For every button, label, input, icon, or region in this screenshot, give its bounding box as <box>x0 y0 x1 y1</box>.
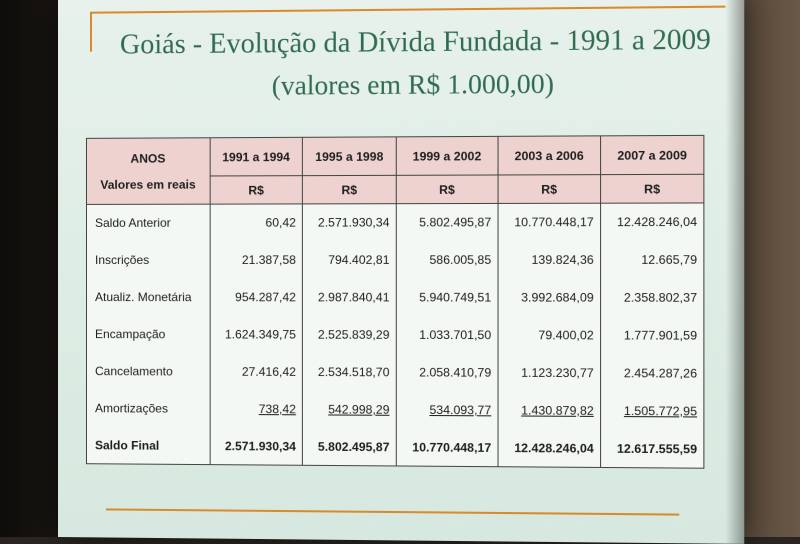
cell-value: 794.402,81 <box>303 241 397 278</box>
cell-value: 5.802.495,87 <box>396 203 498 241</box>
cell-value: 1.033.701,50 <box>396 316 498 354</box>
cell-value: 1.123.230,77 <box>498 354 601 392</box>
cell-value: 1.430.879,82 <box>521 403 594 418</box>
cell-value-cell <box>303 391 397 429</box>
row-label: Encampação <box>86 316 209 353</box>
row-label: Saldo Anterior <box>86 204 209 241</box>
table-row <box>86 353 703 393</box>
cell-value: 2.058.410,79 <box>396 354 498 392</box>
bottom-rule <box>106 508 679 515</box>
cell-value: 10.770.448,17 <box>396 428 498 466</box>
title-rule-vertical <box>90 12 92 52</box>
header-currency: R$ <box>210 176 303 204</box>
cell-value: 5.802.495,87 <box>303 428 397 466</box>
cell-value: 2.571.930,34 <box>303 204 397 242</box>
cell-value: 2.358.802,37 <box>601 279 704 317</box>
cell-value: 10.770.448,17 <box>498 203 601 241</box>
table-row <box>86 279 703 317</box>
header-period: 1995 a 1998 <box>303 137 397 176</box>
row-label: Saldo Final <box>86 427 209 465</box>
cell-value: 1.624.349,75 <box>210 316 303 354</box>
title-rule <box>90 6 725 14</box>
cell-value: 3.992.684,09 <box>498 279 601 317</box>
cell-value: 2.534.518,70 <box>303 353 397 391</box>
row-label: Atualiz. Monetária <box>86 279 209 316</box>
cell-value-cell <box>601 392 704 430</box>
header-currency: R$ <box>498 175 601 204</box>
cell-value: 586.005,85 <box>396 241 498 279</box>
table-row <box>86 241 703 279</box>
header-valores: Valores em reais <box>100 177 196 192</box>
cell-value-cell <box>396 391 498 429</box>
cell-value: 1.505.772,95 <box>623 403 698 419</box>
cell-value: 12.428.246,04 <box>498 429 601 467</box>
header-period: 2007 a 2009 <box>601 135 704 174</box>
cell-value: 738,42 <box>258 401 296 417</box>
screen-shadow <box>725 0 744 544</box>
row-label: Amortizações <box>86 390 209 428</box>
cell-value: 2.571.930,34 <box>210 427 303 465</box>
projection-screen <box>58 0 744 544</box>
header-currency: R$ <box>601 174 704 203</box>
header-currency: R$ <box>396 175 498 204</box>
table-row-total <box>86 427 703 469</box>
cell-value-cell <box>498 391 601 429</box>
row-label: Cancelamento <box>86 353 209 391</box>
table-row <box>86 203 703 242</box>
cell-value: 79.400,02 <box>498 316 601 354</box>
debt-table <box>86 135 704 469</box>
table-row <box>86 316 703 355</box>
cell-value: 534.093,77 <box>429 402 492 418</box>
slide-title: Goiás - Evolução da Dívida Fundada - 1991 a 2009 <box>119 24 711 61</box>
header-currency: R$ <box>303 175 397 204</box>
header-anos: ANOS <box>130 151 166 166</box>
header-period: 2003 a 2006 <box>498 136 601 175</box>
header-period: 1991 a 1994 <box>210 137 303 176</box>
cell-value-cell <box>210 390 303 428</box>
cell-value: 27.416,42 <box>210 353 303 391</box>
row-label: Inscrições <box>86 241 209 278</box>
cell-value: 2.525.839,29 <box>303 316 397 354</box>
cell-value: 12.428.246,04 <box>601 203 704 241</box>
header-period: 1999 a 2002 <box>396 136 498 175</box>
cell-value: 139.824,36 <box>498 241 601 279</box>
cell-value: 542.998,29 <box>328 402 390 417</box>
cell-value: 1.777.901,59 <box>601 316 704 354</box>
cell-value: 5.940.749,51 <box>396 279 498 317</box>
slide-subtitle: (valores em R$ 1.000,00) <box>271 68 554 101</box>
cell-value: 954.287,42 <box>210 279 303 316</box>
cell-value: 12.665,79 <box>601 241 704 279</box>
cell-value: 60,42 <box>210 204 303 241</box>
cell-value: 2.987.840,41 <box>303 279 397 317</box>
cell-value: 21.387,58 <box>210 241 303 278</box>
cell-value: 12.617.555,59 <box>601 430 704 469</box>
table-row <box>86 390 703 431</box>
cell-value: 2.454.287,26 <box>601 354 704 392</box>
header-corner <box>86 138 209 205</box>
